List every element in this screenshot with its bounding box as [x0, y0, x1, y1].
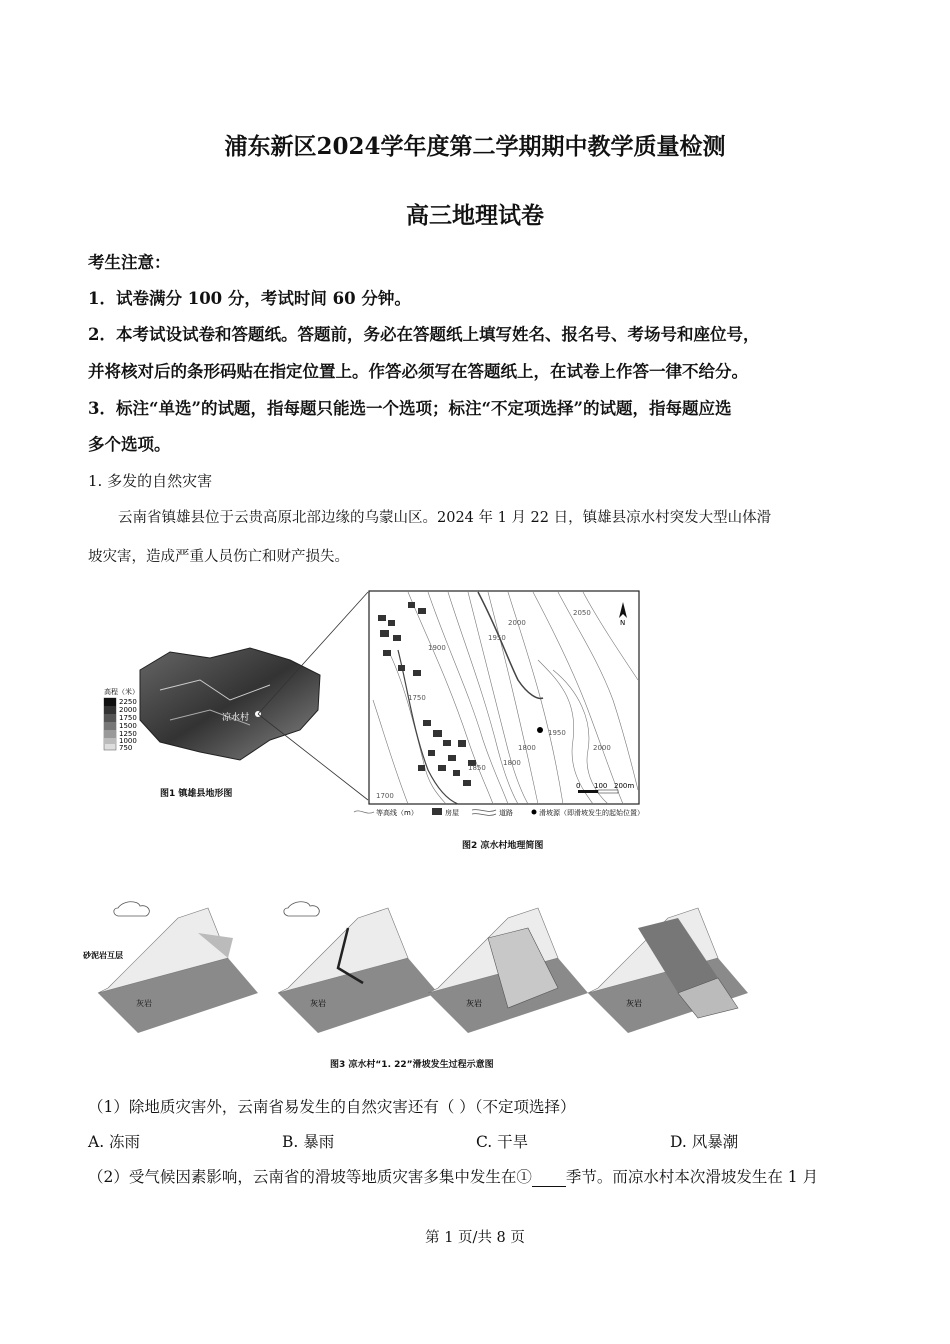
svg-text:100: 100 [594, 782, 608, 790]
fig3-caption: 图3 凉水村“1. 22”滑坡发生过程示意图 [330, 1060, 494, 1070]
svg-text:0: 0 [576, 782, 581, 790]
notice-item: 并将核对后的条形码贴在指定位置上。作答必须写在答题纸上，在试卷上作答一律不给分。 [88, 362, 748, 381]
svg-text:2050: 2050 [573, 609, 591, 617]
cloud-icon [284, 902, 319, 916]
svg-text:1700: 1700 [376, 792, 394, 800]
svg-text:1750: 1750 [408, 694, 426, 702]
svg-text:1950: 1950 [548, 729, 566, 737]
fig2-caption: 图2 凉水村地理简图 [462, 841, 544, 851]
question-2-stem [88, 1165, 818, 1187]
base-label: 灰岩 [626, 999, 642, 1008]
legend-value: 1500 [119, 722, 137, 730]
fig1-caption: 图1 镇雄县地形图 [160, 789, 233, 799]
legend-source: 滑坡源（即滑坡发生的起始位置） [539, 809, 644, 817]
question-2-part1: （2）受气候因素影响，云南省的滑坡等地质灾害多集中发生在① [88, 1168, 532, 1186]
svg-text:2000: 2000 [508, 619, 526, 627]
cloud-icon [114, 902, 149, 916]
notice-item: 3．标注“单选”的试题，指每题只能选一个选项；标注“不定项选择”的试题，指每题应选 [88, 399, 732, 418]
svg-text:1900: 1900 [428, 644, 446, 652]
legend-contour: 等高线（m） [376, 809, 418, 817]
intro-text: 坡灾害，造成严重人员伤亡和财产损失。 [88, 549, 349, 565]
legend-value: 2250 [119, 698, 137, 706]
legend-title: 高程（米） [104, 688, 139, 696]
option-b: B. 暴雨 [282, 1133, 335, 1151]
option-a: A. 冻雨 [88, 1133, 141, 1151]
landslide-process-figure [78, 898, 818, 1038]
svg-text:1950: 1950 [488, 634, 506, 642]
base-label: 灰岩 [310, 999, 326, 1008]
svg-text:2000: 2000 [593, 744, 611, 752]
stage-2 [278, 902, 438, 1033]
base-label: 灰岩 [136, 999, 152, 1008]
answer-blank[interactable] [532, 1172, 566, 1187]
option-c: C. 干旱 [476, 1133, 529, 1151]
legend-value: 750 [119, 744, 133, 752]
notice-item: 1．试卷满分 100 分，考试时间 60 分钟。 [88, 289, 411, 308]
fig2-legend [352, 804, 672, 820]
legend-road: 道路 [499, 809, 513, 817]
village-label: 凉水村 [222, 713, 250, 723]
notice-heading: 考生注意： [88, 253, 171, 272]
base-label: 灰岩 [466, 999, 482, 1008]
legend-value: 1000 [119, 737, 137, 745]
page-subtitle: 高三地理试卷 [406, 202, 544, 229]
svg-text:1800: 1800 [503, 759, 521, 767]
notice-item: 2．本考试设试卷和答题纸。答题前，务必在答题纸上填写姓名、报名号、考场号和座位号， [88, 325, 760, 344]
svg-text:1850: 1850 [468, 764, 486, 772]
layer-label: 砂泥岩互层 [83, 951, 123, 960]
page-title: 浦东新区2024学年度第二学期期中教学质量检测 [224, 133, 726, 160]
stage-4 [588, 908, 748, 1033]
stage-3 [428, 908, 588, 1033]
question-2-part2: 季节。而凉水村本次滑坡发生在 1 月 [565, 1168, 819, 1186]
option-d: D. 风暴潮 [670, 1133, 739, 1151]
north-label: N [620, 619, 626, 627]
page-footer: 第 1 页/共 8 页 [425, 1230, 525, 1246]
intro-text: 云南省镇雄县位于云贵高原北部边缘的乌蒙山区。2024 年 1 月 22 日，镇雄县凉水村突发大型山体滑 [118, 510, 772, 526]
landslide-source [537, 727, 543, 733]
section-heading: 1. 多发的自然灾害 [88, 472, 213, 490]
legend-value: 1250 [119, 730, 137, 738]
stage-1 [83, 902, 258, 1033]
svg-text:1800: 1800 [518, 744, 536, 752]
legend-value: 1750 [119, 714, 137, 722]
svg-text:200m: 200m [614, 782, 635, 790]
zoom-lines [250, 590, 375, 820]
legend-value: 2000 [119, 706, 137, 714]
contour-map-figure [368, 590, 640, 810]
question-1-stem: （1）除地质灾害外，云南省易发生的自然灾害还有（ ）（不定项选择） [88, 1098, 576, 1116]
notice-item: 多个选项。 [88, 435, 171, 454]
legend-house: 房屋 [445, 809, 459, 817]
